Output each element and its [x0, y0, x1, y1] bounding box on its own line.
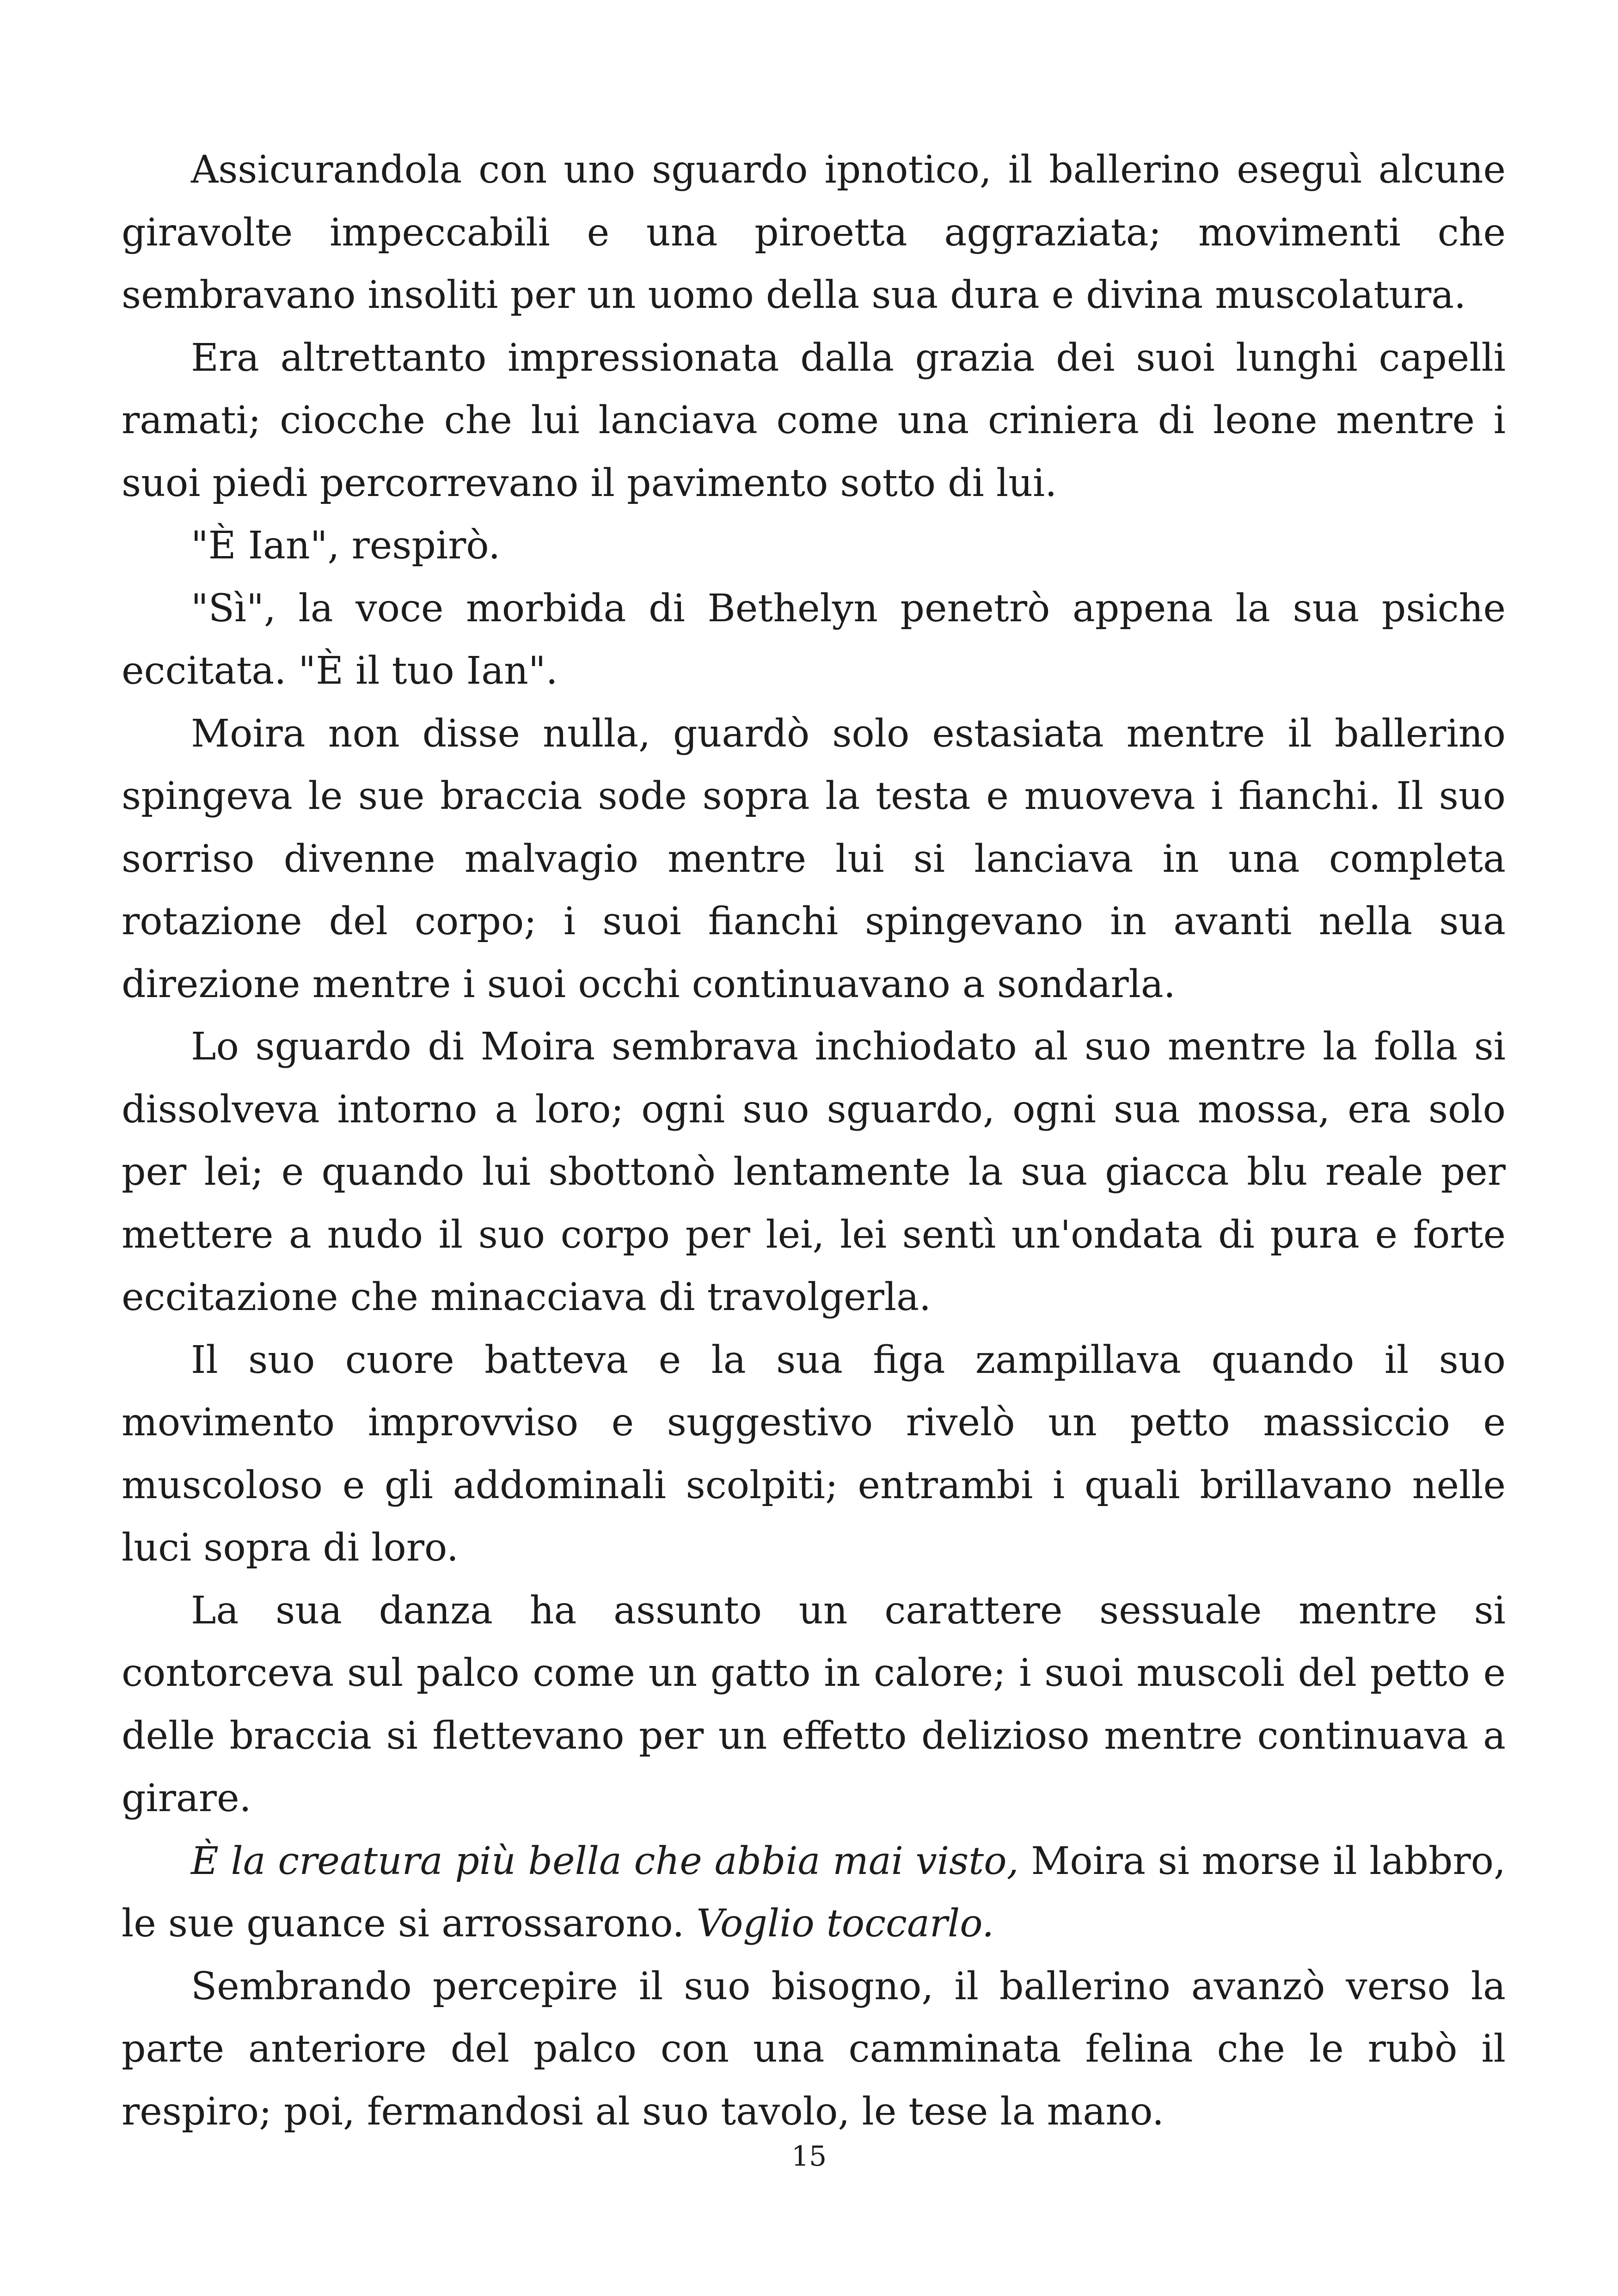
narration: Moira si morse il labbro, le sue guance si arrossarono.: [122, 1839, 1506, 1946]
paragraph: Assicurandola con uno sguardo ipnotico, il ballerino eseguì alcune giravolte impeccabili e una piroetta aggraziata; movimenti che sembravano insoliti per un uomo della sua dura e divina muscolatura.: [122, 148, 1506, 317]
italic-thought: È la creatura più bella che abbia mai visto,: [191, 1839, 1019, 1883]
paragraph: Il suo cuore batteva e la sua figa zampillava quando il suo movimento improvviso e suggestivo rivelò un petto massiccio e muscoloso e gli addominali scolpiti; entrambi i quali brillavano nelle luci sopra di loro.: [122, 1338, 1506, 1570]
paragraph: Lo sguardo di Moira sembrava inchiodato al suo mentre la folla si dissolveva intorno a loro; ogni suo sguardo, ogni sua mossa, era solo per lei; e quando lui sbottonò lentamente la sua giacca blu reale per mettere a nudo il suo corpo per lei, lei sentì un'ondata di pura e forte eccitazione che minacciava di travolgerla.: [122, 1025, 1506, 1319]
paragraph: "Sì", la voce morbida di Bethelyn penetrò appena la sua psiche eccitata. "È il tuo Ian".: [122, 586, 1506, 693]
paragraph: Sembrando percepire il suo bisogno, il ballerino avanzò verso la parte anteriore del palco con una camminata felina che le rubò il respiro; poi, fermandosi al suo tavolo, le tese la mano.: [122, 1964, 1506, 2134]
page-number: 15: [791, 2140, 827, 2173]
paragraph-with-italics: [122, 1830, 1506, 1955]
paragraph: La sua danza ha assunto un carattere sessuale mentre si contorceva sul palco come un gatto in calore; i suoi muscoli del petto e delle braccia si flettevano per un effetto delizioso mentre continuava a girare.: [122, 1588, 1506, 1820]
paragraph: Era altrettanto impressionata dalla grazia dei suoi lunghi capelli ramati; ciocche che lui lanciava come una criniera di leone mentre i suoi piedi percorrevano il pavimento sotto di lui.: [122, 336, 1506, 505]
paragraph: "È Ian", respirò.: [191, 524, 501, 568]
body-text: [122, 139, 1506, 2143]
italic-thought: Voglio toccarlo.: [696, 1902, 994, 1946]
paragraph: Moira non disse nulla, guardò solo estasiata mentre il ballerino spingeva le sue braccia sode sopra la testa e muoveva i fianchi. Il suo sorriso divenne malvagio mentre lui si lanciava in una completa rotazione del corpo; i suoi fianchi spingevano in avanti nella sua direzione mentre i suoi occhi continuavano a sondarla.: [122, 711, 1506, 1006]
